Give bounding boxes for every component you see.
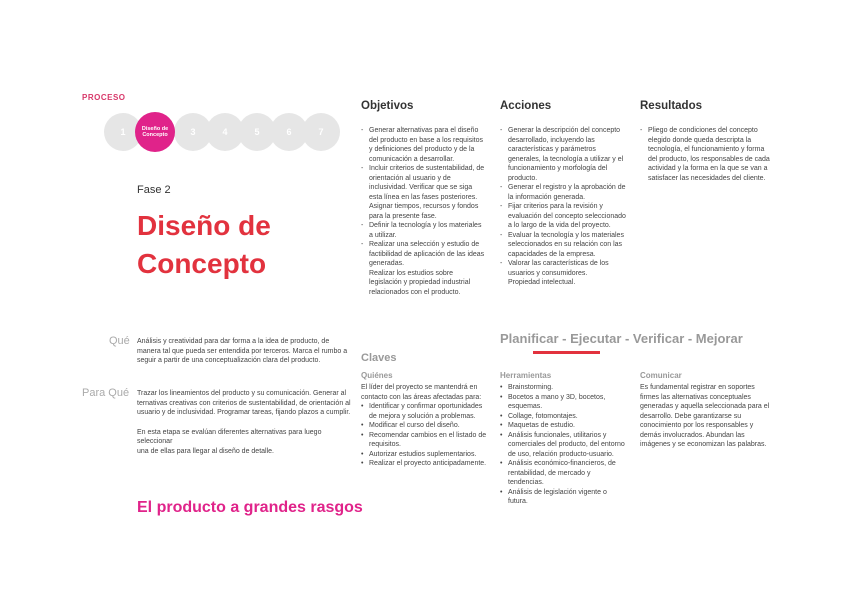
herramienta-item: • Collage, fotomontajes. [500,412,628,422]
section-subtitle: El producto a grandes rasgos [137,499,363,516]
motto-underline [533,351,600,354]
quienes-heading: Quiénes [361,371,393,380]
phase-timeline [82,113,338,151]
phase-number: Fase 2 [137,184,171,196]
para-que-text [137,389,352,456]
objetivo-item: - Generar alternativas para el diseño del producto en base a los requisitos y definiciones del producto y de la comunicación a desarrollar. [361,126,486,164]
objetivo-note: Asignar tiempos, recursos y fondos para la presente fase. [369,203,479,220]
page-title [137,207,271,283]
accion-item: - Fijar criterios para la revisión y evaluación del concepto seleccionado a lo largo de la vida del proyecto. [500,202,628,231]
herramienta-item: • Análisis económico-financieros, de rentabilidad, de mercado y tendencias. [500,459,628,488]
title-line-1: Diseño de [137,210,271,241]
acciones-heading: Acciones [500,100,552,112]
herramienta-item: • Análisis de legislación vigente o futura. [500,488,628,507]
para-que-label: Para Qué [82,387,130,399]
quienes-item: • Identificar y confirmar oportunidades de mejora y solución a problemas. [361,402,489,421]
herramienta-item: • Bocetos a mano y 3D, bocetos, esquemas. [500,393,628,412]
que-label: Qué [109,335,130,347]
phase-step-6: 6 [270,113,308,151]
objetivo-item: - Realizar una selección y estudio de factibilidad de aplicación de las ideas generadas. [361,240,486,269]
herramientas-heading: Herramientas [500,371,552,380]
quienes-item: • Realizar el proyecto anticipadamente. [361,459,489,469]
objetivo-item: - Definir la tecnología y los materiales a utilizar. [361,221,486,240]
objetivos-list [361,126,486,297]
quienes-block [361,383,489,469]
title-line-2: Concepto [137,248,267,279]
accion-item: - Evaluar la tecnología y los materiales seleccionados en su relación con las capacidades de la empresa. [500,231,628,260]
quienes-text: El líder del proyecto se mantendrá en contacto con las áreas afectadas para: [361,384,482,401]
objetivo-item: - Incluir criterios de sustentabilidad, de orientación al usuario y de inclusividad. Verificar que se siga esta línea en las fases posteriores. [361,164,486,202]
resultados-heading: Resultados [640,100,702,112]
herramienta-item: • Brainstorming. [500,383,628,393]
comunicar-text: Es fundamental registrar en soportes firmes las alternativas conceptuales generadas y aquella seleccionada para el desarrollo. Debe garantizarse su conocimiento por los responsables y demás involucrados. Abundan las imágenes y se economizan las palabras. [640,384,770,448]
phase-step-2-active: Diseño de Concepto [135,112,175,152]
quienes-item: • Modificar el curso del diseño. [361,421,489,431]
claves-heading: Claves [361,352,397,364]
herramienta-item: • Maquetas de estudio. [500,421,628,431]
para-que-line: ternativas creativas con criterios de sustentabilidad, de orientación al [137,399,351,407]
para-que-line: usuario y de inclusividad. Programar tareas, fijando plazos a cumplir. [137,409,351,416]
quienes-item: • Recomendar cambios en el listado de requisitos. [361,431,489,450]
resultados-list [640,126,770,183]
para-que-line: una de ellas para llegar al diseño de detalle. [137,447,274,455]
phase-step-5: 5 [238,113,276,151]
acciones-list [500,126,628,288]
section-label: PROCESO [82,93,126,102]
phase-step-7: 7 [302,113,340,151]
para-que-line: En esta etapa se evalúan diferentes alternativas para luego seleccionar [137,428,322,445]
para-que-line: Trazar los lineamientos del producto y su comunicación. Generar al [137,390,347,397]
quienes-item: • Autorizar estudios suplementarios. [361,450,489,460]
resultado-item: - Pliego de condiciones del concepto elegido donde queda descripta la tecnología, el funcionamiento y forma del producto, los responsables de cada actividad y la forma en la que se van a satisfacer las necesidades del cliente. [640,126,770,183]
que-line: Análisis y creatividad para dar forma a la idea de producto, de [137,338,330,345]
comunicar-heading: Comunicar [640,371,682,380]
accion-item: - Generar el registro y la aprobación de la información generada. [500,183,628,202]
accion-item: - Valorar las características de los usuarios y consumidores. [500,259,628,278]
objetivos-heading: Objetivos [361,100,414,112]
que-line: seguir a partir de una conceptualización clara del producto. [137,357,321,364]
objetivo-note: Realizar los estudios sobre legislación y propiedad industrial relacionados con el producto. [369,269,471,296]
accion-item: - Generar la descripción del concepto desarrollado, incluyendo las características y parámetros generales, la tecnología a utilizar y el funcionamiento y morfología del producto. [500,126,628,183]
herramienta-item: • Análisis funcionales, utilitarios y comerciales del producto, del entorno de uso, relación producto-usuario. [500,431,628,460]
motto: Planificar - Ejecutar - Verificar - Mejorar [500,331,743,346]
que-line: manera tal que pueda ser entendida por terceros. Marca el rumbo a [137,347,348,355]
que-text [137,337,352,366]
phase-step-4: 4 [206,113,244,151]
accion-note: Propiedad intelectual. [508,279,576,286]
phase-step-1: 1 [104,113,142,151]
herramientas-block [500,383,628,507]
phase-step-3: 3 [174,113,212,151]
